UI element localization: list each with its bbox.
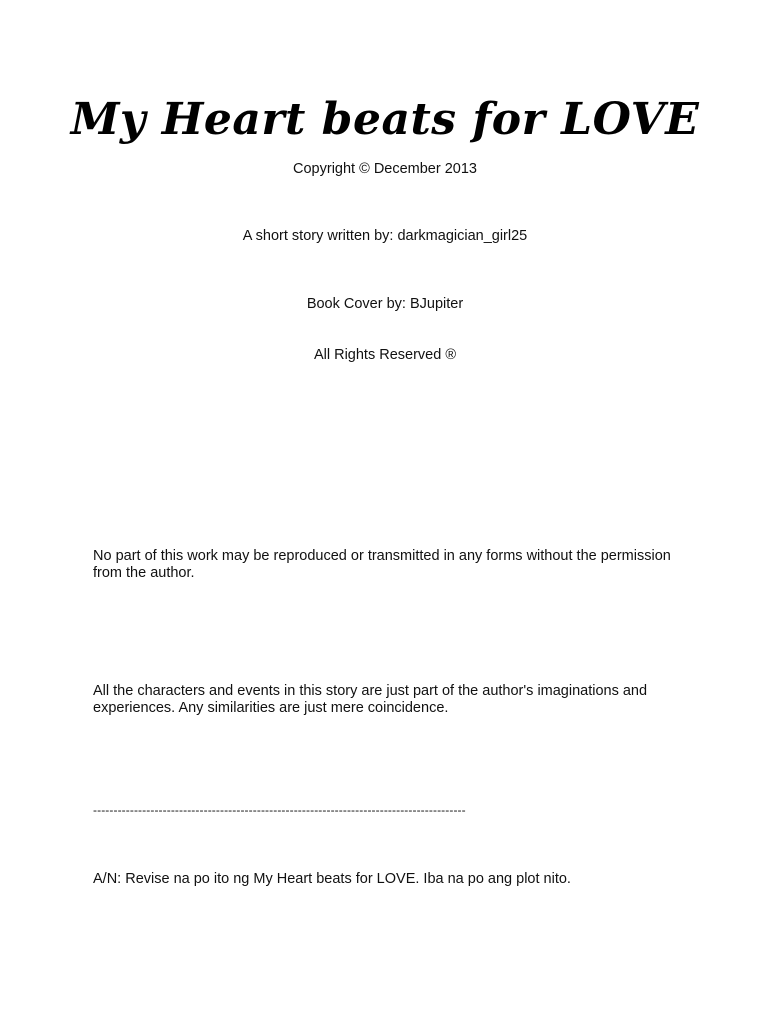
reproduction-notice: No part of this work may be reproduced or transmitted in any forms without the permission from the author. xyxy=(93,548,671,581)
cover-credit-line: Book Cover by: BJupiter xyxy=(306,296,464,312)
section-divider: ------------------------------------------------------------------------------------------- xyxy=(93,803,466,817)
rights-line: All Rights Reserved ® xyxy=(313,347,457,363)
fiction-disclaimer: All the characters and events in this story are just part of the author's imaginations and experiences. Any similarities are just mere coincidence. xyxy=(93,683,648,716)
copyright-line: Copyright © December 2013 xyxy=(293,161,477,177)
author-note: A/N: Revise na po ito ng My Heart beats for LOVE. Iba na po ang plot nito. xyxy=(93,871,571,887)
author-line: A short story written by: darkmagician_girl25 xyxy=(242,228,528,244)
book-title: My Heart beats for LOVE xyxy=(70,94,700,145)
